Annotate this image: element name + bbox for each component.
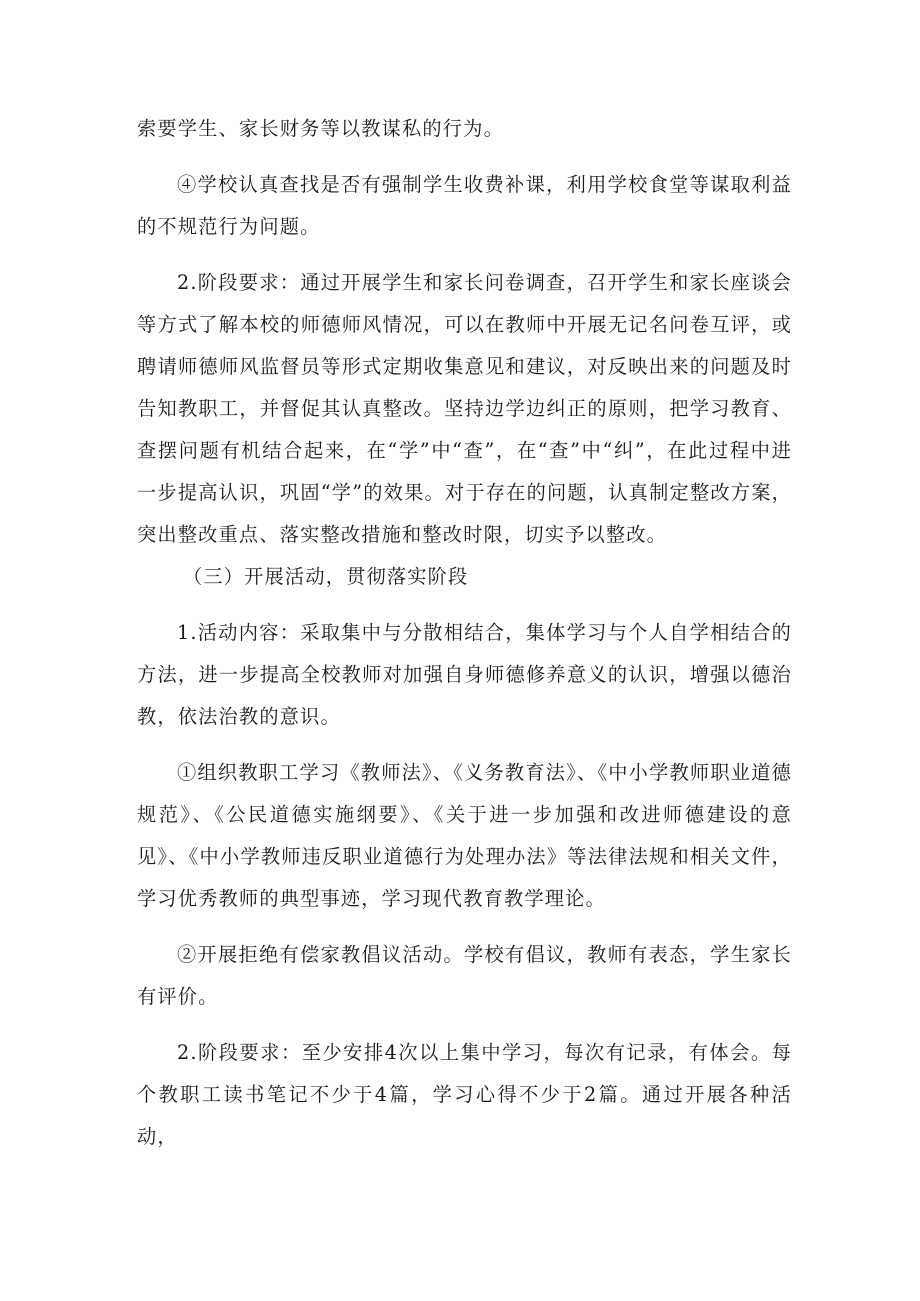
- paragraph-activity-content: 1.活动内容：采取集中与分散相结合，集体学习与个人自学相结合的方法，进一步提高全校教师对加强自身师德修养意义的认识，增强以德治教，依法治教的意识。: [137, 621, 792, 728]
- document-page: [137, 108, 792, 1158]
- paragraph-continuation: 索要学生、家长财务等以教谋私的行为。: [137, 117, 504, 140]
- paragraph-item-2: ②开展拒绝有偿家教倡议活动。学校有倡议，教师有表态，学生家长有评价。: [137, 943, 792, 1008]
- paragraph-item-4: ④学校认真查找是否有强制学生收费补课，利用学校食堂等谋取利益的不规范行为问题。: [137, 173, 792, 238]
- paragraph-item-1: ①组织教职工学习《教师法》、《义务教育法》、《中小学教师职业道德规范》、《公民道德实施纲要》、《关于进一步加强和改进师德建设的意见》、《中小学教师违反职业道德行为处理办法》等法律法规和相关文件，学习优秀教师的典型事迹，学习现代教育教学理论。: [137, 761, 792, 910]
- paragraph-stage-requirement-2: 2.阶段要求：至少安排4次以上集中学习，每次有记录，有体会。每个教职工读书笔记不少于4篇，学习心得不少于2篇。通过开展各种活动，: [137, 1041, 792, 1148]
- paragraph-stage-requirement-1: 2.阶段要求：通过开展学生和家长问卷调查，召开学生和家长座谈会等方式了解本校的师德师风情况，可以在教师中开展无记名问卷互评，或聘请师德师风监督员等形式定期收集意见和建议，对反映出来的问题及时告知教职工，并督促其认真整改。坚持边学边纠正的原则，把学习教育、查摆问题有机结合起来，在“学”中“查”，在“查”中“纠”，在此过程中进一步提高认识，巩固“学”的效果。对于存在的问题，认真制定整改方案，突出整改重点、落实整改措施和整改时限，切实予以整改。: [137, 271, 792, 546]
- section-heading-3: （三）开展活动，贯彻落实阶段: [183, 565, 469, 588]
